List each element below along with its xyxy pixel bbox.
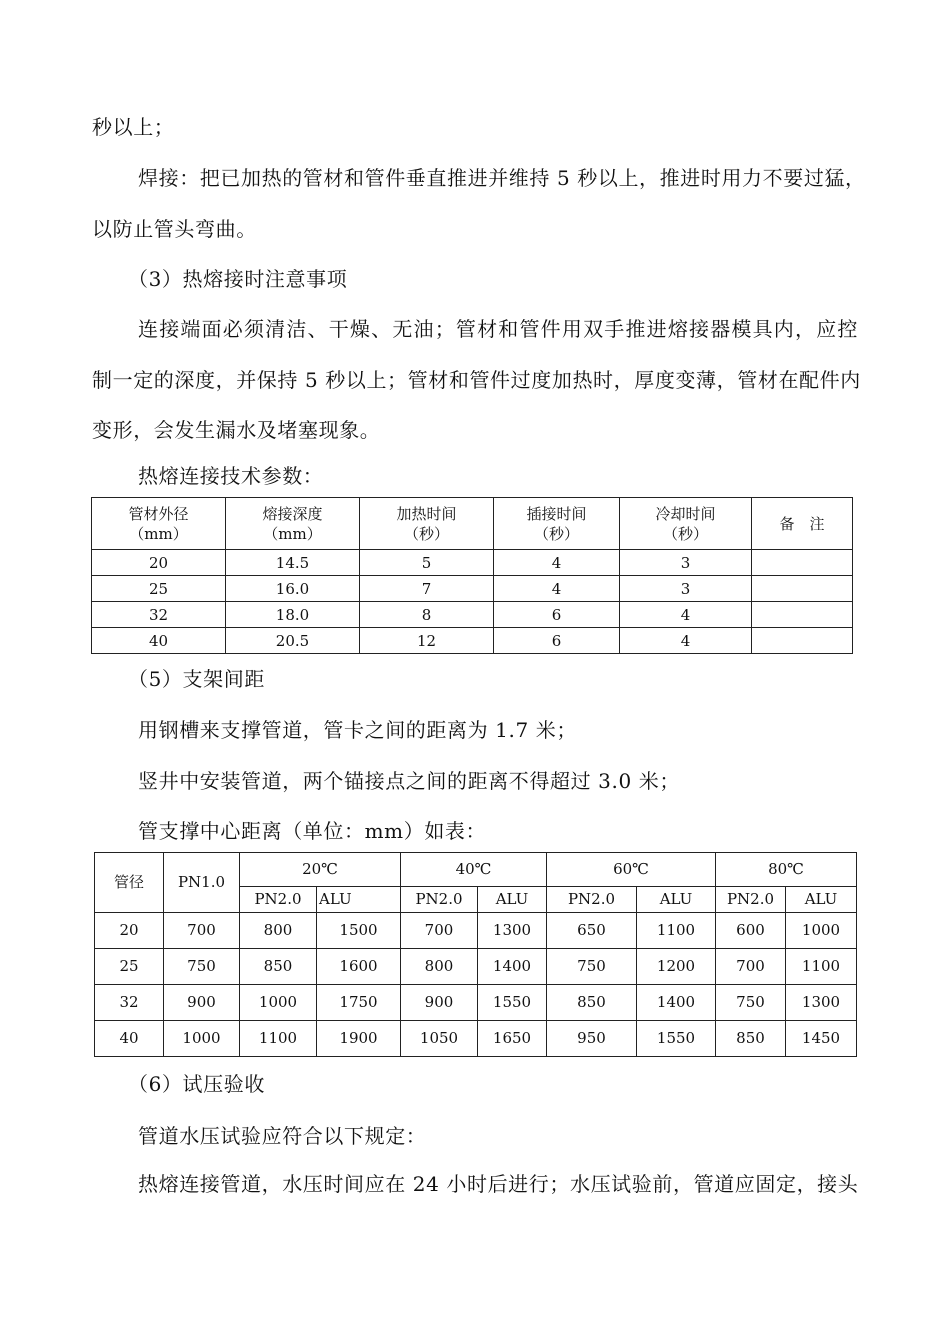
header-cell: 熔接深度 （mm） (226, 498, 360, 550)
text-line: 管道水压试验应符合以下规定： (138, 1124, 427, 1148)
table-cell: 8 (360, 602, 494, 628)
text-line: 变形，会发生漏水及堵塞现象。 (92, 418, 381, 442)
table-cell: 1600 (317, 949, 401, 985)
table-cell: 650 (547, 913, 637, 949)
subheader-cell: PN2.0 (547, 887, 637, 913)
table-cell: 1400 (637, 985, 716, 1021)
subheader-cell: ALU (478, 887, 547, 913)
table-row (92, 628, 853, 654)
table-cell: 850 (716, 1021, 786, 1057)
subheader-cell: PN2.0 (401, 887, 478, 913)
table-cell: 1000 (240, 985, 317, 1021)
header-cell: 管材外径 （mm） (92, 498, 226, 550)
table-cell: 12 (360, 628, 494, 654)
text-line: 焊接：把已加热的管材和管件垂直推进并维持 5 秒以上，推进时用力不要过猛， (138, 166, 866, 190)
table-cell: 1100 (786, 949, 857, 985)
table-cell (752, 628, 853, 654)
subheader-cell: PN2.0 (240, 887, 317, 913)
table-cell: 4 (494, 576, 620, 602)
header-cell: 插接时间 （秒） (494, 498, 620, 550)
table-cell: 700 (716, 949, 786, 985)
table-cell: 32 (95, 985, 164, 1021)
table-cell: 700 (401, 913, 478, 949)
table-cell: 40 (92, 628, 226, 654)
header-cell: 冷却时间 （秒） (620, 498, 752, 550)
table-cell: 1500 (317, 913, 401, 949)
table-cell: 1900 (317, 1021, 401, 1057)
section-heading: （6）试压验收 (128, 1072, 265, 1096)
header-cell: 备 注 (752, 498, 853, 550)
header-cell-temp: 40℃ (401, 853, 547, 887)
table-cell: 850 (547, 985, 637, 1021)
table-cell: 1750 (317, 985, 401, 1021)
table-cell: 32 (92, 602, 226, 628)
subheader-cell: PN2.0 (716, 887, 786, 913)
table-cell: 4 (620, 602, 752, 628)
table-cell: 800 (240, 913, 317, 949)
table-cell: 600 (716, 913, 786, 949)
header-cell-temp: 60℃ (547, 853, 716, 887)
table-cell: 1100 (637, 913, 716, 949)
table-cell: 1000 (786, 913, 857, 949)
text-line: 热熔连接管道，水压时间应在 24 小时后进行；水压试验前，管道应固定，接头 (138, 1172, 859, 1196)
table-row (92, 550, 853, 576)
table-caption: 热熔连接技术参数： (138, 464, 324, 488)
header-cell-pn10: PN1.0 (164, 853, 240, 913)
table-cell: 1400 (478, 949, 547, 985)
table-cell: 5 (360, 550, 494, 576)
table-cell: 1550 (478, 985, 547, 1021)
text-line: 连接端面必须清洁、干燥、无油；管材和管件用双手推进熔接器模具内，应控 (138, 317, 858, 341)
table-cell: 700 (164, 913, 240, 949)
table-cell: 1000 (164, 1021, 240, 1057)
table-cell: 1450 (786, 1021, 857, 1057)
subheader-cell: ALU (637, 887, 716, 913)
section-heading: （3）热熔接时注意事项 (128, 267, 348, 291)
table-cell: 800 (401, 949, 478, 985)
section-heading: （5）支架间距 (128, 667, 265, 691)
table-cell: 1550 (637, 1021, 716, 1057)
table-row (92, 602, 853, 628)
text-line: 秒以上； (92, 115, 175, 139)
table-cell: 3 (620, 550, 752, 576)
text-line: 制一定的深度，并保持 5 秒以上；管材和管件过度加热时，厚度变薄，管材在配件内 (92, 368, 861, 392)
header-cell: 加热时间 （秒） (360, 498, 494, 550)
table-row (95, 913, 857, 949)
table-cell: 3 (620, 576, 752, 602)
table-cell: 950 (547, 1021, 637, 1057)
table-cell: 900 (401, 985, 478, 1021)
table-header-row (92, 498, 853, 550)
table-cell: 25 (92, 576, 226, 602)
support-distance-table (94, 852, 857, 1057)
table-cell: 18.0 (226, 602, 360, 628)
table-cell: 1200 (637, 949, 716, 985)
text-line: 用钢槽来支撑管道，管卡之间的距离为 1.7 米； (138, 718, 577, 742)
table-cell (752, 550, 853, 576)
table-header-row (95, 853, 857, 887)
table-row (95, 949, 857, 985)
table-cell: 25 (95, 949, 164, 985)
table-cell: 1050 (401, 1021, 478, 1057)
table-cell: 14.5 (226, 550, 360, 576)
table-cell: 1100 (240, 1021, 317, 1057)
header-cell-temp: 20℃ (240, 853, 401, 887)
table-cell: 20 (95, 913, 164, 949)
subheader-cell: ALU (786, 887, 857, 913)
table-cell: 750 (716, 985, 786, 1021)
table-caption: 管支撑中心距离（单位：mm）如表： (138, 819, 487, 843)
table-row (95, 985, 857, 1021)
text-line: 竖井中安装管道，两个锚接点之间的距离不得超过 3.0 米； (138, 769, 680, 793)
table-cell: 6 (494, 602, 620, 628)
table-cell: 16.0 (226, 576, 360, 602)
header-cell-diameter: 管径 (95, 853, 164, 913)
table-cell: 750 (164, 949, 240, 985)
table-cell: 4 (620, 628, 752, 654)
header-cell-temp: 80℃ (716, 853, 857, 887)
table-cell: 20.5 (226, 628, 360, 654)
table-row (92, 576, 853, 602)
table-cell (752, 576, 853, 602)
table-cell: 6 (494, 628, 620, 654)
table-cell: 900 (164, 985, 240, 1021)
table-cell: 20 (92, 550, 226, 576)
table-row (95, 1021, 857, 1057)
subheader-cell: ALU (317, 887, 401, 913)
table-cell: 1300 (786, 985, 857, 1021)
fusion-parameters-table (91, 497, 853, 654)
table-cell: 7 (360, 576, 494, 602)
table-cell (752, 602, 853, 628)
table-cell: 4 (494, 550, 620, 576)
table-cell: 1650 (478, 1021, 547, 1057)
text-line: 以防止管头弯曲。 (92, 217, 257, 241)
table-cell: 1300 (478, 913, 547, 949)
table-cell: 40 (95, 1021, 164, 1057)
table-cell: 750 (547, 949, 637, 985)
table-cell: 850 (240, 949, 317, 985)
